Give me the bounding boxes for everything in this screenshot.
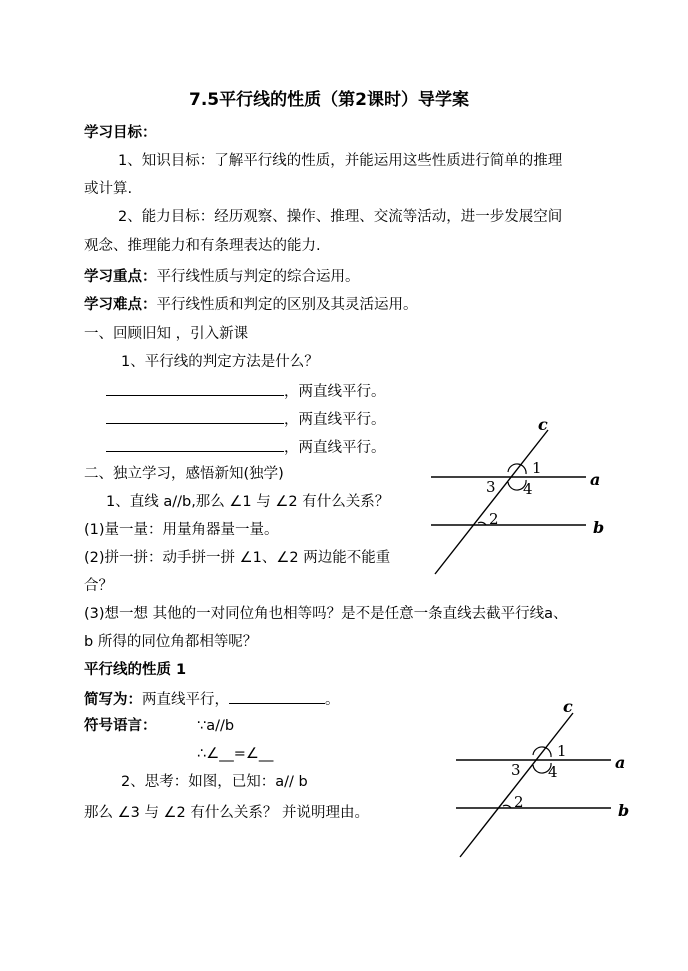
short-text: 两直线平行，: [142, 692, 229, 708]
section-1-heading: 一、回顾旧知 ，引入新课: [84, 326, 249, 342]
parallel-lines-figure-1: [420, 408, 620, 583]
think-line: 2、思考：如图，已知：a// b: [121, 774, 308, 790]
difficulty-line: [84, 296, 418, 314]
label-a: a: [590, 470, 601, 489]
goals-heading: 学习目标：: [84, 125, 157, 141]
answer-blank-3[interactable]: [106, 437, 284, 452]
page-title: 7.5平行线的性质（第2课时）导学案: [189, 90, 469, 110]
line-c: [435, 430, 548, 574]
short-label: 简写为：: [84, 692, 142, 708]
angle-4-label: 4: [523, 480, 533, 498]
section-2-heading: 二、独立学习，感悟新知(独学): [84, 466, 284, 482]
focus-line: [84, 268, 360, 286]
step-3-line-2: b 所得的同位角都相等呢？: [84, 634, 258, 650]
parallel-lines-figure-2: [445, 692, 645, 867]
fill-suffix-1: ，两直线平行。: [284, 384, 386, 400]
line-c: [460, 713, 573, 857]
question-1: 1、平行线的判定方法是什么？: [121, 354, 319, 370]
property-blank[interactable]: [229, 689, 325, 704]
goal-1-line-1: 1、知识目标：了解平行线的性质，并能运用这些性质进行简单的推理: [118, 153, 563, 169]
goal-2-line-1: 2、能力目标：经历观察、操作、推理、交流等活动，进一步发展空间: [118, 209, 563, 225]
angle-4-label: 4: [548, 763, 558, 781]
short-end: 。: [325, 692, 340, 708]
property-heading: 平行线的性质 1: [84, 662, 187, 678]
question-2: 1、直线 a//b,那么 ∠1 与 ∠2 有什么关系？: [106, 494, 390, 510]
think-question: 那么 ∠3 与 ∠2 有什么关系？ 并说明理由。: [84, 805, 369, 821]
therefore-line: ∴∠__=∠__: [197, 746, 274, 762]
step-3-line-1: (3)想一想 其他的一对同位角也相等吗？是不是任意一条直线去截平行线a、: [84, 606, 568, 622]
short-form-line: [84, 689, 340, 709]
step-1: (1)量一量：用量角器量一量。: [84, 522, 279, 538]
goal-1-line-2: 或计算.: [84, 181, 133, 197]
label-b: b: [618, 801, 630, 820]
difficulty-label: 学习难点：: [84, 297, 157, 313]
focus-label: 学习重点：: [84, 269, 157, 285]
answer-blank-1[interactable]: [106, 381, 284, 396]
fill-line-2: [106, 409, 386, 429]
step-2-line-2: 合？: [84, 578, 113, 594]
symbol-label: 符号语言：: [84, 718, 157, 734]
step-2-line-1: (2)拼一拼：动手拼一拼 ∠1、∠2 两边能不能重: [84, 550, 391, 566]
angle-3-label: 3: [486, 478, 496, 496]
fill-suffix-2: ，两直线平行。: [284, 412, 386, 428]
label-c: c: [563, 697, 573, 716]
label-b: b: [593, 518, 605, 537]
goal-2-line-2: 观念、推理能力和有条理表达的能力.: [84, 238, 321, 254]
angle-3-label: 3: [511, 761, 521, 779]
label-a: a: [615, 753, 626, 772]
because-line: ∵a//b: [197, 718, 235, 734]
angle-2-label: 2: [489, 510, 499, 528]
answer-blank-2[interactable]: [106, 409, 284, 424]
difficulty-text: 平行线性质和判定的区别及其灵活运用。: [156, 297, 418, 313]
fill-suffix-3: ，两直线平行。: [284, 440, 386, 456]
label-c: c: [538, 415, 548, 434]
fill-line-1: [106, 381, 386, 401]
focus-text: 平行线性质与判定的综合运用。: [156, 269, 360, 285]
angle-1-label: 1: [532, 459, 542, 477]
fill-line-3: [106, 437, 386, 457]
angle-1-label: 1: [557, 742, 567, 760]
angle-2-label: 2: [514, 793, 524, 811]
